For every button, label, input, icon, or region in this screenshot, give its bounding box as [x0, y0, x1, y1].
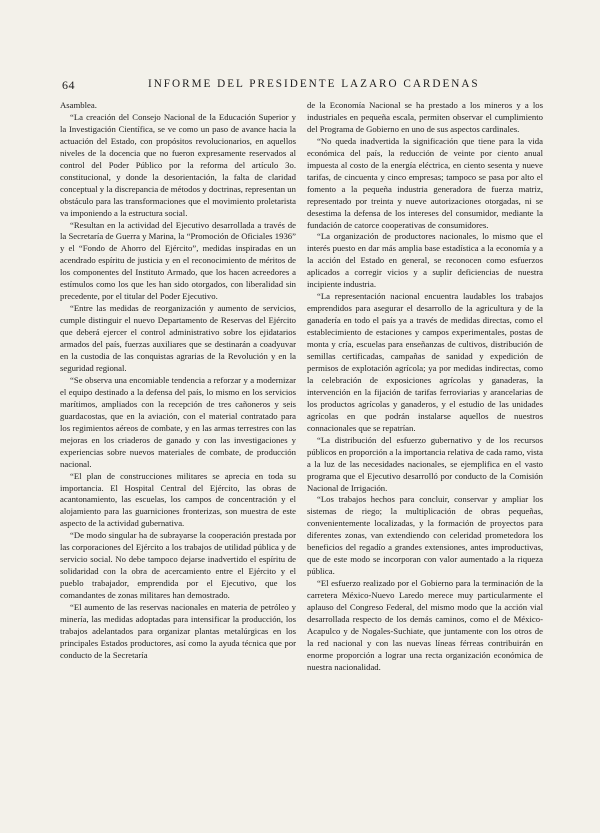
paragraph: “No queda inadvertida la significación que tiene para la vida económica del país, la reducción de veinte por ciento anual impuesta al costo de la energía eléctrica, en ciento sesenta y nueve tarifas, de cincuenta y cinco empresas; tampoco se pasa por alto el fomento a la pequeña industria generadora de fuerza matriz, representado por treinta y nueve autorizaciones otorgadas, ni se desestima la defensa de los intereses del consumidor, mediante la fundación de catorce cooperativas de consumidores.	[307, 135, 543, 230]
paragraph: “La organización de productores nacionales, lo mismo que el interés puesto en dar más amplia base estadística a la economía y a la acción del Estado en general, se reconocen como esfuerzos aplicados a corregir vicios y a suplir deficiencias de nuestra incipiente industria.	[307, 231, 543, 290]
paragraph: “La creación del Consejo Nacional de la Educación Superior y la Investigación Científica, se ve como un paso de avance hacia la actuación del Estado, con propósitos revolucionarios, en aquellos niveles de la docencia que no fueron expresamente reservados al control del Poder Público por la reforma del artículo 3o. constitucional, y donde la desorientación, la falta de claridad conceptual y la discrepancia de métodos y doctrinas, representan un obstáculo para las transformaciones que el movimiento proletarista va imponiendo a la estructura social.	[60, 111, 296, 218]
paragraph: Asamblea.	[60, 100, 97, 110]
paragraph: “Se observa una encomiable tendencia a reforzar y a modernizar el equipo destinado a la defensa del país, lo mismo en los servicios marítimos, ampliados con la recepción de tres cañoneros y seis guardacostas, que en la aviación, con el material contratado para los regimientos aéreos de combate, y en las armas terrestres con las mejoras en los criaderos de ganado y con las investigaciones y experiencias sobre nuevos materiales de combate, de producción nacional.	[60, 374, 296, 469]
paragraph: “La distribución del esfuerzo gubernativo y de los recursos públicos en proporción a la importancia relativa de cada ramo, vista a la luz de las necesidades nacionales, se ejemplifica en el vasto programa que el Ejecutivo desarrolló por conducto de la Comisión Nacional de Irrigación.	[307, 434, 543, 493]
running-title: INFORME DEL PRESIDENTE LAZARO CARDENAS	[148, 78, 480, 90]
page-number: 64	[62, 78, 75, 92]
page-header	[62, 78, 542, 92]
right-text-column	[307, 100, 543, 674]
paragraph: “Entre las medidas de reorganización y aumento de servicios, cumple distinguir el nuevo Departamento de Reservas del Ejército que deberá ejercer el control administrativo sobre los ejidatarios armados del país, fuerzas auxiliares que se destinarán a coadyuvar en la custodia de las conquistas agrarias de la Revolución y en la seguridad regional.	[60, 303, 296, 373]
paragraph: “Los trabajos hechos para concluir, conservar y ampliar los sistemas de riego; la multiplicación de obras pequeñas, convenientemente localizadas, y la formación de proyectos para diferentes zonas, van extendiendo con celeridad prometedora los beneficios del regadío a grandes extensiones, antes improductivas, que de este modo se incorporan con valor aumentado a la riqueza pública.	[307, 494, 543, 577]
paragraph: “El aumento de las reservas nacionales en materia de petróleo y minería, las medidas adoptadas para intensificar la producción, los trabajos adelantados para organizar plantas metalúrgicas en los principales Estados productores, así como la ayuda técnica que por conducto de la Secretaría	[60, 602, 296, 660]
left-text-column	[60, 100, 296, 662]
paragraph: “El esfuerzo realizado por el Gobierno para la terminación de la carretera México-Nuevo Laredo merece muy particularmente el aplauso del Congreso Federal, del mismo modo que la acción vial desarrollada respecto de los demás caminos, como el de México-Acapulco y de Nogales-Suchiate, que juntamente con los otros de la red nacional y con las nuevas líneas férreas contribuirán en enorme proporción a lograr una recta organización económica de nuestra nacionalidad.	[307, 578, 543, 672]
paragraph: “La representación nacional encuentra laudables los trabajos emprendidos para asegurar el desarrollo de la agricultura y de la ganadería en todo el país ya a través de medidas directas, como el establecimiento de estaciones y campos experimentales, postas de monta y cría, escuelas para enseñanzas de cultivos, distribución de semillas certificadas, campañas de sanidad y expedición de permisos de explotación agrícola; ya por medidas indirectas, como la celebración de exposiciones agrícolas y ganaderas, la intervención en la fijación de tarifas ferroviarias y arancelarias de los productos agrícolas y ganaderos, y el estudio de las unidades agrícolas en que podrán instalarse aquellos de nuestros connacionales que se repatrían.	[307, 291, 543, 433]
paragraph: “De modo singular ha de subrayarse la cooperación prestada por las corporaciones del Ejército a los trabajos de utilidad pública y de servicio social. No debe tampoco dejarse inadvertido el espíritu de solidaridad con la obra de acercamiento entre el Ejército y el pueblo trabajador, emprendida por el Ejecutivo, que los comandantes de zonas militares han demostrado.	[60, 530, 296, 601]
paragraph: de la Economía Nacional se ha prestado a los mineros y a los industriales en pequeña escala, permiten observar el cumplimiento del Programa de Gobierno en uno de sus aspectos cardinales.	[307, 100, 543, 134]
paragraph: “Resultan en la actividad del Ejecutivo desarrollada a través de la Secretaría de Guerra y Marina, la “Promoción de Oficiales 1936” y el “Fondo de Ahorro del Ejército”, medidas inspiradas en un acendrado espíritu de justicia y en el reconocimiento de méritos de los componentes del Instituto Armado, que los hacen acreedores a estímulos como los que les han sido otorgados, con liberalidad sin precedente, por el titular del Poder Ejecutivo.	[60, 219, 296, 302]
paragraph: “El plan de construcciones militares se aprecia en toda su importancia. El Hospital Central del Ejército, las obras de acantonamiento, las escuelas, los campos de concentración y el alojamiento para las guarniciones fronterizas, son muestra de este aspecto de la actividad gubernativa.	[60, 470, 296, 529]
